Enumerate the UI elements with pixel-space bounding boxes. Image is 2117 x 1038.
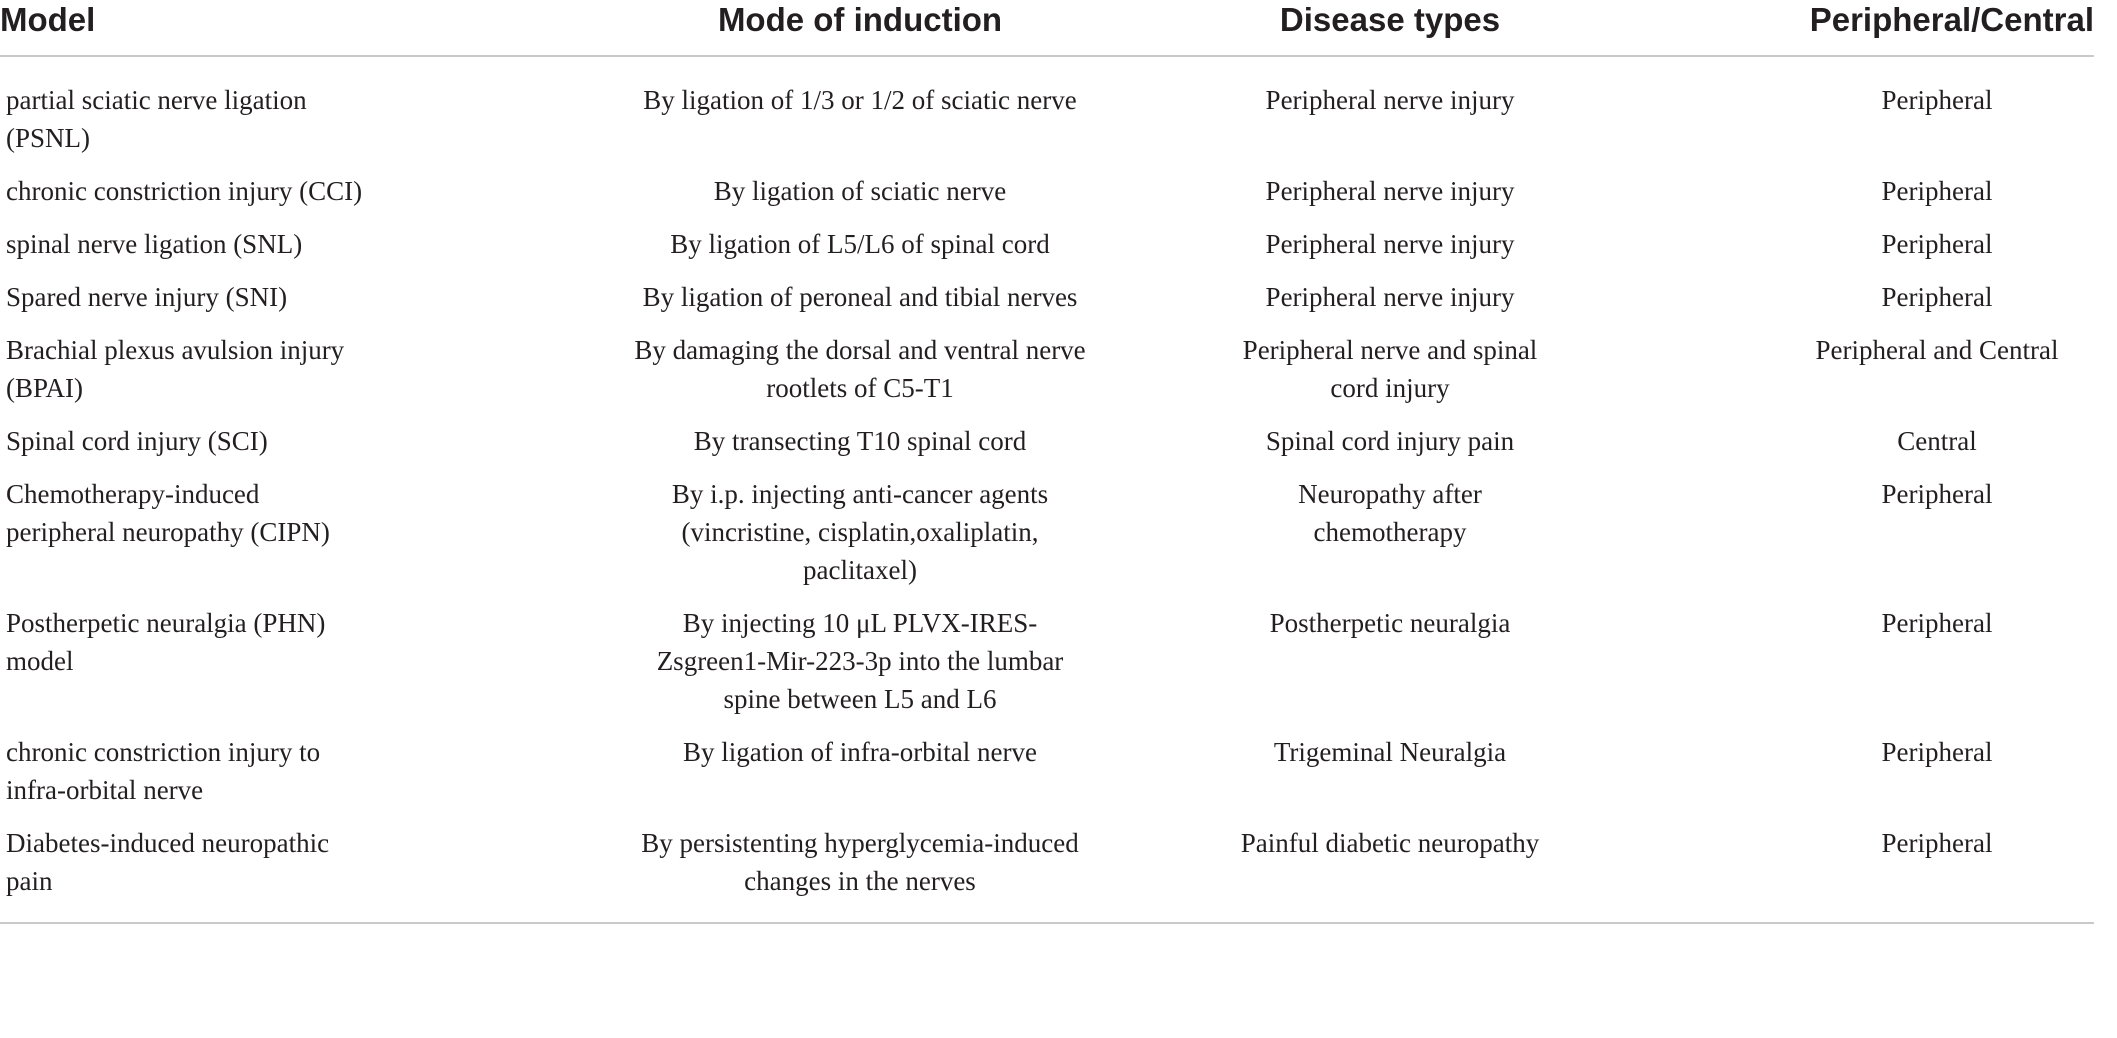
cell-peripheral-central [1650,172,2094,225]
cell-model [0,172,590,225]
cell-disease [1130,604,1650,733]
cell-model [0,604,590,733]
cell-peripheral-central [1650,225,2094,278]
cell-text: Peripheral nerve injury [1265,176,1515,206]
cell-disease [1130,172,1650,225]
cell-peripheral-central [1650,56,2094,172]
cell-text: By injecting 10 μL PLVX-IRES-Zsgreen1-Mir-223-3p into the lumbar spine between L5 and L6 [656,608,1064,714]
cell-text: Peripheral [1881,85,1993,115]
cell-peripheral-central [1650,733,2094,824]
table-row [0,331,2094,422]
cell-disease [1130,475,1650,604]
cell-text: By ligation of L5/L6 of spinal cord [670,229,1050,259]
cell-text: Trigeminal Neuralgia [1273,737,1507,767]
cell-text: Central [1897,426,1977,456]
cell-text: Peripheral [1881,282,1993,312]
cell-text: Peripheral nerve injury [1265,229,1515,259]
cell-text: Peripheral [1881,828,1993,858]
header-disease-types: Disease types [1130,0,1650,56]
cell-peripheral-central [1650,475,2094,604]
cell-text: By ligation of sciatic nerve [713,176,1007,206]
cell-mode [590,475,1130,604]
cell-text: Peripheral [1881,608,1993,638]
cell-disease [1130,733,1650,824]
table-row [0,172,2094,225]
cell-text: By i.p. injecting anti-cancer agents (vincristine, cisplatin,oxaliplatin, paclitaxel) [671,479,1049,585]
table-row [0,278,2094,331]
cell-text: Neuropathy after chemotherapy [1298,479,1482,547]
cell-disease [1130,331,1650,422]
cell-text: chronic constriction injury to infra-orbital nerve [6,737,321,805]
cell-disease [1130,56,1650,172]
cell-text: Diabetes-induced neuropathic pain [6,828,330,896]
cell-text: partial sciatic nerve ligation (PSNL) [6,85,307,153]
cell-disease [1130,422,1650,475]
cell-text: spinal nerve ligation (SNL) [6,229,303,259]
cell-mode [590,56,1130,172]
cell-text: Peripheral [1881,737,1993,767]
cell-peripheral-central [1650,331,2094,422]
cell-text: By ligation of infra-orbital nerve [683,737,1037,767]
header-peripheral-central: Peripheral/Central [1650,0,2094,56]
cell-mode [590,172,1130,225]
cell-text: chronic constriction injury (CCI) [6,176,363,206]
table-row [0,422,2094,475]
cell-text: By ligation of 1/3 or 1/2 of sciatic nerve [643,85,1077,115]
cell-text: Painful diabetic neuropathy [1240,828,1540,858]
cell-text: By ligation of peroneal and tibial nerves [642,282,1078,312]
cell-text: Peripheral [1881,176,1993,206]
table-row [0,824,2094,923]
cell-mode [590,604,1130,733]
cell-text: Brachial plexus avulsion injury (BPAI) [6,335,345,403]
cell-peripheral-central [1650,278,2094,331]
cell-peripheral-central [1650,824,2094,923]
cell-mode [590,422,1130,475]
cell-mode [590,824,1130,923]
cell-model [0,331,590,422]
cell-model [0,225,590,278]
cell-mode [590,278,1130,331]
cell-disease [1130,278,1650,331]
cell-peripheral-central [1650,422,2094,475]
cell-model [0,56,590,172]
cell-disease [1130,824,1650,923]
cell-model [0,422,590,475]
table-row [0,733,2094,824]
table-row [0,604,2094,733]
table-row [0,56,2094,172]
cell-text: Postherpetic neuralgia [1269,608,1511,638]
table-body [0,56,2094,923]
cell-text: Postherpetic neuralgia (PHN) model [6,608,326,676]
header-row [0,0,2094,56]
cell-text: Peripheral nerve injury [1265,85,1515,115]
cell-mode [590,733,1130,824]
cell-model [0,733,590,824]
cell-mode [590,225,1130,278]
cell-model [0,824,590,923]
cell-text: Peripheral [1881,229,1993,259]
cell-model [0,278,590,331]
table-header [0,0,2094,56]
cell-text: Peripheral nerve and spinal cord injury [1242,335,1538,403]
cell-text: Peripheral nerve injury [1265,282,1515,312]
cell-text: Spinal cord injury pain [1265,426,1515,456]
cell-model [0,475,590,604]
cell-text: Peripheral and Central [1815,335,2059,365]
table-row [0,225,2094,278]
cell-text: Peripheral [1881,479,1993,509]
cell-text: Spinal cord injury (SCI) [6,426,268,456]
cell-text: By transecting T10 spinal cord [693,426,1027,456]
table-row [0,475,2094,604]
cell-text: Spared nerve injury (SNI) [6,282,288,312]
cell-peripheral-central [1650,604,2094,733]
cell-mode [590,331,1130,422]
cell-text: Chemotherapy-induced peripheral neuropathy (CIPN) [6,479,330,547]
header-mode-of-induction: Mode of induction [590,0,1130,56]
cell-disease [1130,225,1650,278]
header-model: Model [0,0,590,56]
cell-text: By persistenting hyperglycemia-induced changes in the nerves [641,828,1079,896]
cell-text: By damaging the dorsal and ventral nerve rootlets of C5-T1 [634,335,1086,403]
